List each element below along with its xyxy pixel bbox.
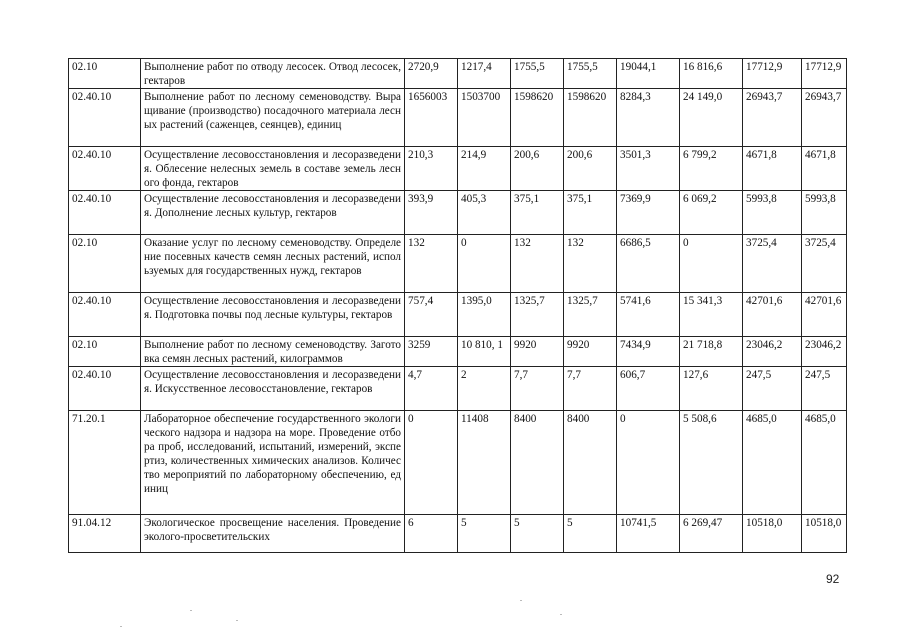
value-cell: 5741,6 xyxy=(617,293,680,337)
value-cell: 26943,7 xyxy=(802,89,847,147)
value-cell: 8400 xyxy=(564,411,617,515)
page-number: 92 xyxy=(826,572,840,586)
service-description-cell: Выполнение работ по лесному семеноводству. Заготовка семян лесных растений, килограммов xyxy=(141,337,405,367)
value-cell: 10518,0 xyxy=(802,515,847,553)
value-cell: 19044,1 xyxy=(617,59,680,89)
value-cell: 214,9 xyxy=(458,147,511,191)
value-cell: 1755,5 xyxy=(564,59,617,89)
value-cell: 5 508,6 xyxy=(680,411,743,515)
value-cell: 606,7 xyxy=(617,367,680,411)
table-row xyxy=(69,147,847,191)
value-cell: 757,4 xyxy=(405,293,458,337)
value-cell: 3501,3 xyxy=(617,147,680,191)
value-cell: 375,1 xyxy=(564,191,617,235)
value-cell: 3725,4 xyxy=(743,235,802,293)
value-cell: 6 269,47 xyxy=(680,515,743,553)
value-cell: 8284,3 xyxy=(617,89,680,147)
value-cell: 375,1 xyxy=(511,191,564,235)
value-cell: 1325,7 xyxy=(511,293,564,337)
value-cell: 21 718,8 xyxy=(680,337,743,367)
value-cell: 132 xyxy=(405,235,458,293)
value-cell: 6 069,2 xyxy=(680,191,743,235)
value-cell: 17712,9 xyxy=(802,59,847,89)
value-cell: 200,6 xyxy=(511,147,564,191)
value-cell: 7,7 xyxy=(511,367,564,411)
scan-speck xyxy=(520,600,522,601)
activity-code-cell: 02.40.10 xyxy=(69,367,141,411)
value-cell: 9920 xyxy=(511,337,564,367)
table-row xyxy=(69,337,847,367)
value-cell: 127,6 xyxy=(680,367,743,411)
value-cell: 6 799,2 xyxy=(680,147,743,191)
value-cell: 6686,5 xyxy=(617,235,680,293)
value-cell: 7,7 xyxy=(564,367,617,411)
service-description-cell: Осуществление лесовосстановления и лесоразведения. Искусственное лесовосстановление, гектаров xyxy=(141,367,405,411)
value-cell: 0 xyxy=(405,411,458,515)
value-cell: 4671,8 xyxy=(802,147,847,191)
value-cell: 5993,8 xyxy=(802,191,847,235)
table-row xyxy=(69,235,847,293)
scan-speck xyxy=(120,626,122,627)
service-description-cell: Выполнение работ по лесному семеноводству. Выращивание (производство) посадочного материала лесных растений (саженцев, сеянцев), единиц xyxy=(141,89,405,147)
value-cell: 42701,6 xyxy=(802,293,847,337)
value-cell: 11408 xyxy=(458,411,511,515)
value-cell: 5 xyxy=(511,515,564,553)
value-cell: 17712,9 xyxy=(743,59,802,89)
value-cell: 6 xyxy=(405,515,458,553)
activity-code-cell: 02.40.10 xyxy=(69,89,141,147)
value-cell: 1503700 xyxy=(458,89,511,147)
scan-speck xyxy=(190,610,192,611)
table-row xyxy=(69,515,847,553)
activity-code-cell: 71.20.1 xyxy=(69,411,141,515)
value-cell: 9920 xyxy=(564,337,617,367)
value-cell: 23046,2 xyxy=(743,337,802,367)
value-cell: 247,5 xyxy=(802,367,847,411)
value-cell: 0 xyxy=(680,235,743,293)
value-cell: 1656003 xyxy=(405,89,458,147)
value-cell: 23046,2 xyxy=(802,337,847,367)
table-row xyxy=(69,293,847,337)
value-cell: 8400 xyxy=(511,411,564,515)
value-cell: 5 xyxy=(564,515,617,553)
table-row xyxy=(69,191,847,235)
value-cell: 2720,9 xyxy=(405,59,458,89)
table-body xyxy=(69,59,847,553)
value-cell: 15 341,3 xyxy=(680,293,743,337)
value-cell: 10741,5 xyxy=(617,515,680,553)
value-cell: 4671,8 xyxy=(743,147,802,191)
value-cell: 4685,0 xyxy=(743,411,802,515)
table-row xyxy=(69,367,847,411)
value-cell: 42701,6 xyxy=(743,293,802,337)
value-cell: 1325,7 xyxy=(564,293,617,337)
service-description-cell: Осуществление лесовосстановления и лесоразведения. Подготовка почвы под лесные культуры, гектаров xyxy=(141,293,405,337)
value-cell: 26943,7 xyxy=(743,89,802,147)
value-cell: 3725,4 xyxy=(802,235,847,293)
value-cell: 200,6 xyxy=(564,147,617,191)
activity-code-cell: 91.04.12 xyxy=(69,515,141,553)
table-row xyxy=(69,411,847,515)
service-description-cell: Оказание услуг по лесному семеноводству. Определение посевных качеств семян лесных растений, используемых для государственных нужд, гектаров xyxy=(141,235,405,293)
service-description-cell: Выполнение работ по отводу лесосек. Отвод лесосек, гектаров xyxy=(141,59,405,89)
value-cell: 2 xyxy=(458,367,511,411)
table-row xyxy=(69,89,847,147)
activity-code-cell: 02.40.10 xyxy=(69,147,141,191)
value-cell: 1598620 xyxy=(511,89,564,147)
value-cell: 132 xyxy=(511,235,564,293)
value-cell: 3259 xyxy=(405,337,458,367)
value-cell: 10 810, 1 xyxy=(458,337,511,367)
value-cell: 0 xyxy=(458,235,511,293)
value-cell: 24 149,0 xyxy=(680,89,743,147)
value-cell: 132 xyxy=(564,235,617,293)
scan-speck xyxy=(236,620,238,621)
value-cell: 247,5 xyxy=(743,367,802,411)
value-cell: 210,3 xyxy=(405,147,458,191)
value-cell: 5 xyxy=(458,515,511,553)
service-description-cell: Осуществление лесовосстановления и лесоразведения. Дополнение лесных культур, гектаров xyxy=(141,191,405,235)
value-cell: 1598620 xyxy=(564,89,617,147)
value-cell: 393,9 xyxy=(405,191,458,235)
value-cell: 10518,0 xyxy=(743,515,802,553)
value-cell: 7369,9 xyxy=(617,191,680,235)
service-description-cell: Осуществление лесовосстановления и лесоразведения. Облесение нелесных земель в составе земель лесного фонда, гектаров xyxy=(141,147,405,191)
activity-code-cell: 02.10 xyxy=(69,235,141,293)
activity-code-cell: 02.40.10 xyxy=(69,191,141,235)
value-cell: 1755,5 xyxy=(511,59,564,89)
value-cell: 1217,4 xyxy=(458,59,511,89)
value-cell: 5993,8 xyxy=(743,191,802,235)
activity-code-cell: 02.10 xyxy=(69,59,141,89)
table-row xyxy=(69,59,847,89)
activity-code-cell: 02.10 xyxy=(69,337,141,367)
activity-code-cell: 02.40.10 xyxy=(69,293,141,337)
scan-speck xyxy=(560,614,562,615)
value-cell: 0 xyxy=(617,411,680,515)
service-description-cell: Лабораторное обеспечение государственного экологического надзора и надзора на море. Проведение отбора проб, исследований, испытаний, измерений, экспертиз, количественных химических анализов. Количество мероприятий по лабораторному обеспечению, единиц xyxy=(141,411,405,515)
budget-table xyxy=(68,58,847,553)
value-cell: 4,7 xyxy=(405,367,458,411)
value-cell: 4685,0 xyxy=(802,411,847,515)
value-cell: 16 816,6 xyxy=(680,59,743,89)
service-description-cell: Экологическое просвещение населения. Проведение эколого-просветительских xyxy=(141,515,405,553)
value-cell: 1395,0 xyxy=(458,293,511,337)
value-cell: 7434,9 xyxy=(617,337,680,367)
value-cell: 405,3 xyxy=(458,191,511,235)
